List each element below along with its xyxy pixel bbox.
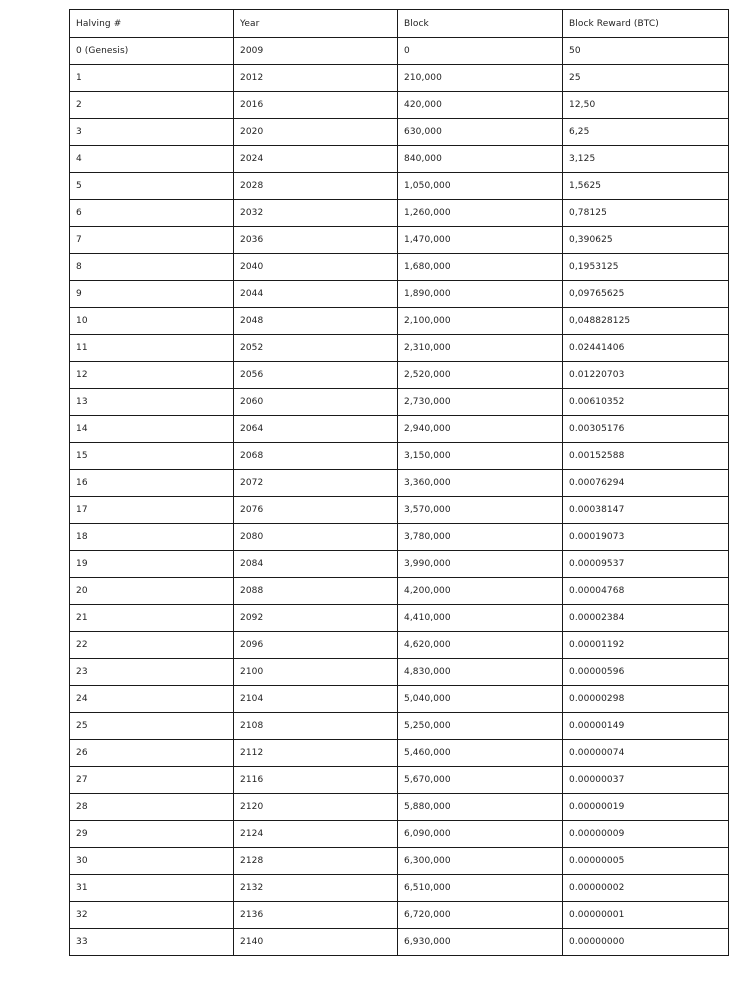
block-reward-cell: 0.00000596 — [563, 659, 729, 686]
halving-cell: 0 (Genesis) — [70, 38, 234, 65]
block-cell: 0 — [398, 38, 563, 65]
halving-cell: 29 — [70, 821, 234, 848]
table-row — [70, 38, 729, 65]
halving-cell: 19 — [70, 551, 234, 578]
block-cell: 6,090,000 — [398, 821, 563, 848]
table-row — [70, 65, 729, 92]
block-reward-cell: 0,1953125 — [563, 254, 729, 281]
block-reward-cell: 0.00000074 — [563, 740, 729, 767]
table-row — [70, 497, 729, 524]
table-row — [70, 416, 729, 443]
table-row — [70, 470, 729, 497]
block-cell: 6,510,000 — [398, 875, 563, 902]
header-row — [70, 10, 729, 38]
table-row — [70, 821, 729, 848]
table-row — [70, 902, 729, 929]
halving-cell: 33 — [70, 929, 234, 956]
halving-cell: 8 — [70, 254, 234, 281]
year-cell: 2056 — [234, 362, 398, 389]
block-cell: 4,200,000 — [398, 578, 563, 605]
year-cell: 2068 — [234, 443, 398, 470]
year-cell: 2112 — [234, 740, 398, 767]
block-reward-cell: 25 — [563, 65, 729, 92]
table-row — [70, 254, 729, 281]
halving-cell: 13 — [70, 389, 234, 416]
block-cell: 5,250,000 — [398, 713, 563, 740]
block-reward-cell: 3,125 — [563, 146, 729, 173]
halving-cell: 22 — [70, 632, 234, 659]
table-row — [70, 767, 729, 794]
block-reward-cell: 0,09765625 — [563, 281, 729, 308]
table-row — [70, 362, 729, 389]
year-cell: 2076 — [234, 497, 398, 524]
year-cell: 2024 — [234, 146, 398, 173]
block-cell: 1,470,000 — [398, 227, 563, 254]
halving-cell: 4 — [70, 146, 234, 173]
year-cell: 2048 — [234, 308, 398, 335]
block-cell: 1,680,000 — [398, 254, 563, 281]
halving-cell: 24 — [70, 686, 234, 713]
block-cell: 420,000 — [398, 92, 563, 119]
halving-cell: 15 — [70, 443, 234, 470]
block-cell: 3,780,000 — [398, 524, 563, 551]
halving-cell: 27 — [70, 767, 234, 794]
table-row — [70, 200, 729, 227]
year-cell: 2140 — [234, 929, 398, 956]
year-cell: 2028 — [234, 173, 398, 200]
table-header — [70, 10, 729, 38]
halving-cell: 21 — [70, 605, 234, 632]
block-reward-cell: 0.00000005 — [563, 848, 729, 875]
halving-cell: 23 — [70, 659, 234, 686]
table-row — [70, 740, 729, 767]
year-cell: 2032 — [234, 200, 398, 227]
year-cell: 2020 — [234, 119, 398, 146]
year-cell: 2124 — [234, 821, 398, 848]
halving-cell: 14 — [70, 416, 234, 443]
year-cell: 2132 — [234, 875, 398, 902]
block-reward-cell: 0.00000298 — [563, 686, 729, 713]
table-row — [70, 146, 729, 173]
block-cell: 3,150,000 — [398, 443, 563, 470]
block-reward-cell: 0.00000037 — [563, 767, 729, 794]
year-cell: 2088 — [234, 578, 398, 605]
halving-cell: 20 — [70, 578, 234, 605]
year-cell: 2136 — [234, 902, 398, 929]
year-cell: 2040 — [234, 254, 398, 281]
halving-cell: 17 — [70, 497, 234, 524]
year-cell: 2009 — [234, 38, 398, 65]
header-halving: Halving # — [70, 10, 234, 38]
block-cell: 2,310,000 — [398, 335, 563, 362]
halving-cell: 31 — [70, 875, 234, 902]
block-reward-cell: 0.00000009 — [563, 821, 729, 848]
block-reward-cell: 0.00038147 — [563, 497, 729, 524]
block-reward-cell: 0.00000000 — [563, 929, 729, 956]
table-row — [70, 632, 729, 659]
halving-cell: 3 — [70, 119, 234, 146]
block-cell: 2,730,000 — [398, 389, 563, 416]
block-reward-cell: 6,25 — [563, 119, 729, 146]
block-reward-cell: 0.00000019 — [563, 794, 729, 821]
block-reward-cell: 0.00076294 — [563, 470, 729, 497]
table-row — [70, 686, 729, 713]
table-row — [70, 308, 729, 335]
block-cell: 3,570,000 — [398, 497, 563, 524]
block-cell: 3,990,000 — [398, 551, 563, 578]
halving-cell: 18 — [70, 524, 234, 551]
block-cell: 4,620,000 — [398, 632, 563, 659]
halving-cell: 11 — [70, 335, 234, 362]
block-reward-cell: 0.00000002 — [563, 875, 729, 902]
halving-table — [69, 9, 729, 956]
block-reward-cell: 0.00009537 — [563, 551, 729, 578]
halving-cell: 32 — [70, 902, 234, 929]
block-cell: 2,940,000 — [398, 416, 563, 443]
block-reward-cell: 0,048828125 — [563, 308, 729, 335]
block-cell: 5,040,000 — [398, 686, 563, 713]
year-cell: 2060 — [234, 389, 398, 416]
block-reward-cell: 0.00004768 — [563, 578, 729, 605]
year-cell: 2128 — [234, 848, 398, 875]
table-row — [70, 119, 729, 146]
year-cell: 2092 — [234, 605, 398, 632]
block-cell: 5,460,000 — [398, 740, 563, 767]
halving-cell: 16 — [70, 470, 234, 497]
halving-cell: 5 — [70, 173, 234, 200]
year-cell: 2016 — [234, 92, 398, 119]
table-body — [70, 38, 729, 956]
block-reward-cell: 0,78125 — [563, 200, 729, 227]
block-cell: 5,880,000 — [398, 794, 563, 821]
year-cell: 2064 — [234, 416, 398, 443]
block-cell: 630,000 — [398, 119, 563, 146]
table-row — [70, 578, 729, 605]
block-reward-cell: 12,50 — [563, 92, 729, 119]
halving-cell: 2 — [70, 92, 234, 119]
year-cell: 2012 — [234, 65, 398, 92]
block-cell: 1,050,000 — [398, 173, 563, 200]
block-reward-cell: 0.00610352 — [563, 389, 729, 416]
block-cell: 3,360,000 — [398, 470, 563, 497]
block-cell: 4,410,000 — [398, 605, 563, 632]
year-cell: 2108 — [234, 713, 398, 740]
block-cell: 2,100,000 — [398, 308, 563, 335]
block-cell: 1,890,000 — [398, 281, 563, 308]
table-row — [70, 443, 729, 470]
block-cell: 210,000 — [398, 65, 563, 92]
block-reward-cell: 0.00001192 — [563, 632, 729, 659]
table-row — [70, 794, 729, 821]
year-cell: 2120 — [234, 794, 398, 821]
table-row — [70, 281, 729, 308]
block-cell: 5,670,000 — [398, 767, 563, 794]
table-row — [70, 92, 729, 119]
block-reward-cell: 0.00002384 — [563, 605, 729, 632]
table-row — [70, 659, 729, 686]
table-row — [70, 389, 729, 416]
table-row — [70, 227, 729, 254]
block-reward-cell: 50 — [563, 38, 729, 65]
year-cell: 2104 — [234, 686, 398, 713]
block-reward-cell: 0.02441406 — [563, 335, 729, 362]
table-row — [70, 551, 729, 578]
year-cell: 2044 — [234, 281, 398, 308]
halving-cell: 7 — [70, 227, 234, 254]
table-row — [70, 605, 729, 632]
year-cell: 2036 — [234, 227, 398, 254]
block-reward-cell: 0.00152588 — [563, 443, 729, 470]
year-cell: 2116 — [234, 767, 398, 794]
halving-cell: 1 — [70, 65, 234, 92]
table-row — [70, 335, 729, 362]
year-cell: 2084 — [234, 551, 398, 578]
table-row — [70, 524, 729, 551]
block-cell: 6,300,000 — [398, 848, 563, 875]
block-reward-cell: 0.00305176 — [563, 416, 729, 443]
halving-cell: 6 — [70, 200, 234, 227]
block-reward-cell: 0.00000001 — [563, 902, 729, 929]
table-row — [70, 875, 729, 902]
table-row — [70, 713, 729, 740]
block-cell: 1,260,000 — [398, 200, 563, 227]
year-cell: 2080 — [234, 524, 398, 551]
year-cell: 2052 — [234, 335, 398, 362]
year-cell: 2072 — [234, 470, 398, 497]
table-row — [70, 173, 729, 200]
block-reward-cell: 0,390625 — [563, 227, 729, 254]
block-reward-cell: 0.01220703 — [563, 362, 729, 389]
block-cell: 6,930,000 — [398, 929, 563, 956]
year-cell: 2096 — [234, 632, 398, 659]
block-cell: 4,830,000 — [398, 659, 563, 686]
halving-cell: 26 — [70, 740, 234, 767]
block-reward-cell: 0.00000149 — [563, 713, 729, 740]
halving-cell: 10 — [70, 308, 234, 335]
header-year: Year — [234, 10, 398, 38]
table-row — [70, 929, 729, 956]
halving-table-container — [69, 9, 728, 956]
block-reward-cell: 1,5625 — [563, 173, 729, 200]
header-block: Block — [398, 10, 563, 38]
halving-cell: 25 — [70, 713, 234, 740]
block-cell: 840,000 — [398, 146, 563, 173]
block-cell: 6,720,000 — [398, 902, 563, 929]
halving-cell: 28 — [70, 794, 234, 821]
halving-cell: 12 — [70, 362, 234, 389]
header-block-reward: Block Reward (BTC) — [563, 10, 729, 38]
table-row — [70, 848, 729, 875]
block-cell: 2,520,000 — [398, 362, 563, 389]
halving-cell: 9 — [70, 281, 234, 308]
block-reward-cell: 0.00019073 — [563, 524, 729, 551]
halving-cell: 30 — [70, 848, 234, 875]
year-cell: 2100 — [234, 659, 398, 686]
